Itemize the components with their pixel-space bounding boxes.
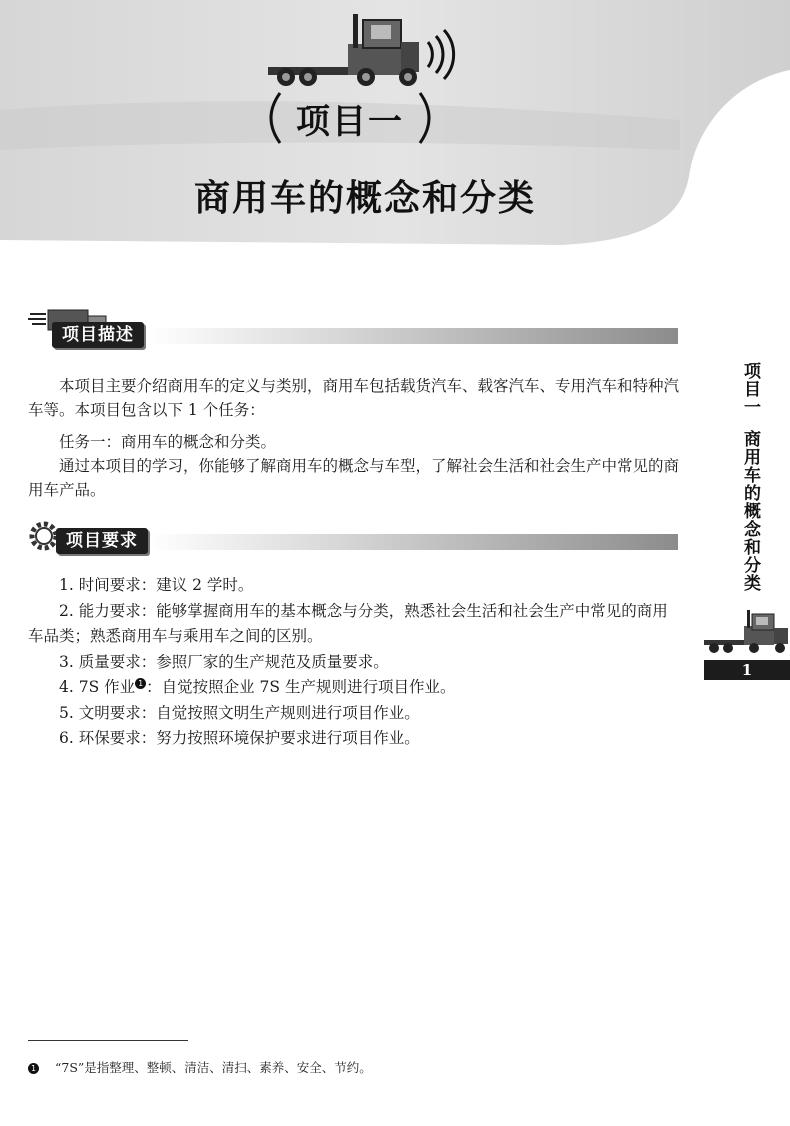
- footnote-divider: [28, 1040, 188, 1041]
- requirement-4-prefix: 4. 7S 作业: [59, 678, 136, 696]
- heading-bar: [148, 534, 678, 550]
- list-item: 6. 环保要求：努力按照环境保护要求进行项目作业。: [59, 729, 420, 747]
- description-paragraph-2: 任务一：商用车的概念和分类。: [59, 433, 277, 451]
- requirement-4-text: ：自觉按照企业 7S 生产规则进行项目作业。: [146, 678, 456, 696]
- side-tab-title: 商用车的概念和分类: [740, 430, 760, 592]
- requirements-list: [28, 573, 680, 752]
- page-title: 商用车的概念和分类: [193, 178, 536, 219]
- footnote: [28, 1058, 688, 1076]
- list-item: 2. 能力要求：能够掌握商用车的基本概念与分类，熟悉社会生活和社会生产中常见的商用车品类；熟悉商用车与乘用车之间的区别。: [28, 601, 668, 645]
- section-heading-requirements: [28, 514, 678, 558]
- footnote-text: “7S”是指整理、整顿、清洁、清扫、素养、安全、节约。: [55, 1060, 372, 1075]
- header-banner: [0, 0, 790, 260]
- description-paragraph-3: 通过本项目的学习，你能够了解商用车的概念与车型，了解社会生活和社会生产中常见的商用车产品。: [28, 457, 680, 499]
- list-item: 1. 时间要求：建议 2 学时。: [59, 576, 254, 594]
- footnote-marker: 1: [28, 1063, 39, 1074]
- footnote-reference[interactable]: 1: [135, 678, 146, 689]
- section-heading-description: [28, 308, 678, 352]
- page-number: 1: [704, 660, 790, 680]
- side-truck-icon: [704, 610, 790, 656]
- heading-bar: [148, 328, 678, 344]
- truck-icon: [268, 12, 458, 92]
- list-item: 3. 质量要求：参照厂家的生产规范及质量要求。: [59, 652, 389, 671]
- description-paragraph-1: 本项目主要介绍商用车的定义与类别，商用车包括载货汽车、载客汽车、专用汽车和特种汽车等。本项目包含以下 1 个任务：: [28, 377, 680, 419]
- side-chapter-tab: [735, 362, 765, 592]
- list-item: 5. 文明要求：自觉按照文明生产规则进行项目作业。: [59, 703, 420, 722]
- project-label: 项目一: [296, 101, 404, 142]
- section-label: 项目描述: [52, 322, 144, 348]
- side-tab-project: 项目一: [740, 362, 760, 416]
- list-item: [28, 675, 680, 701]
- section-label: 项目要求: [56, 528, 148, 554]
